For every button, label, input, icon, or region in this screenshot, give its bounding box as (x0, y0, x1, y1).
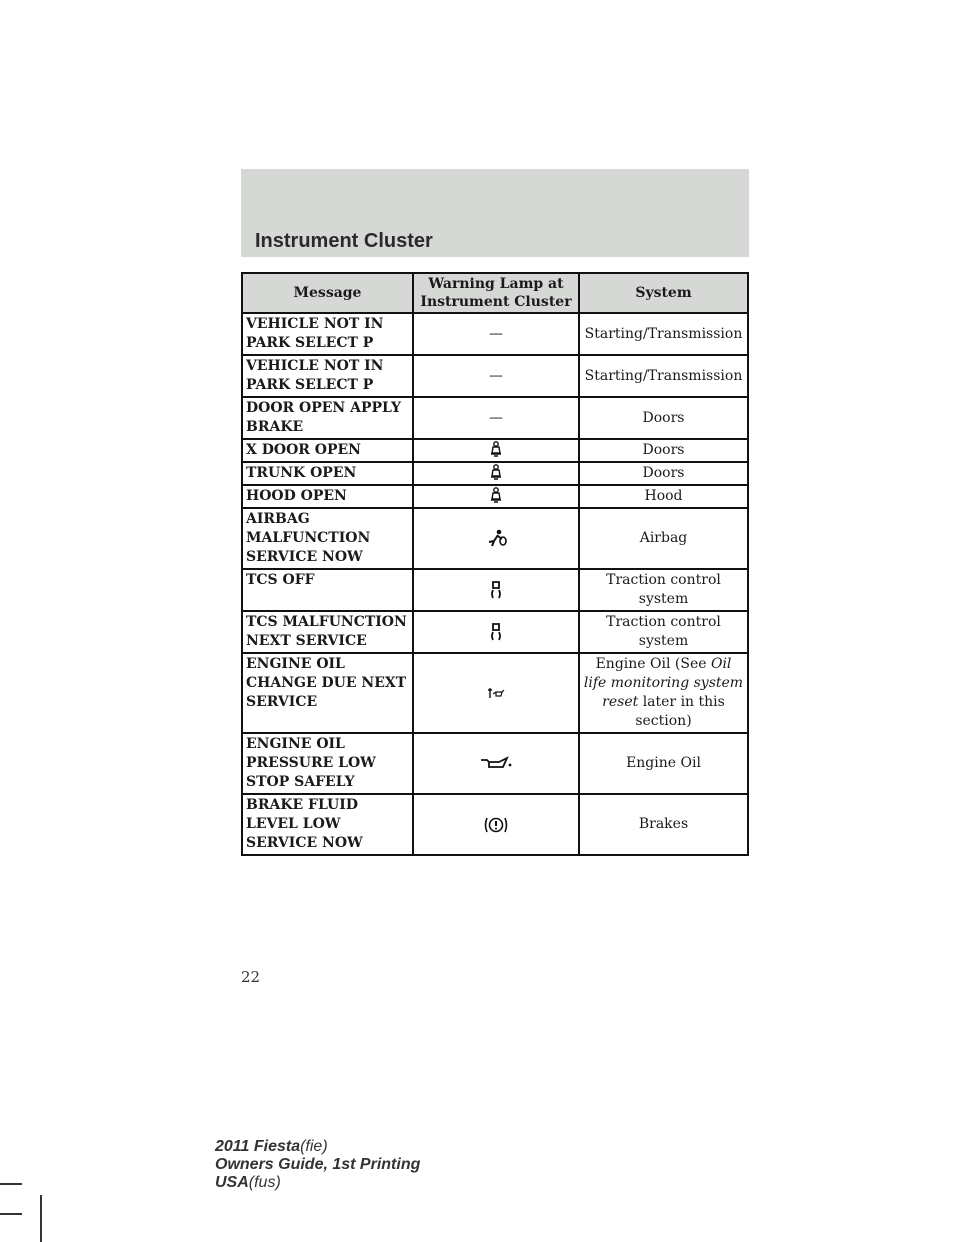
lamp-cell (413, 653, 579, 733)
table-row (242, 355, 748, 397)
message-table (241, 272, 749, 856)
system-cell: Traction control system (579, 569, 748, 611)
door-ajar-icon (489, 441, 503, 459)
system-text: later in this section) (635, 694, 725, 729)
message-cell: TRUNK OPEN (242, 462, 413, 485)
message-cell: AIRBAG MALFUNCTION SERVICE NOW (242, 508, 413, 569)
footer-market: USA (215, 1174, 249, 1191)
lamp-cell (413, 397, 579, 439)
system-cell: Hood (579, 485, 748, 508)
lamp-cell (413, 313, 579, 355)
message-cell: X DOOR OPEN (242, 439, 413, 462)
system-reference-text: Oil life monitoring system reset (583, 656, 744, 710)
system-cell: Doors (579, 439, 748, 462)
airbag-icon (485, 529, 507, 547)
column-header-message: Message (242, 273, 413, 313)
footer-model: 2011 Fiesta (215, 1138, 301, 1155)
no-lamp-dash: — (489, 409, 503, 426)
system-cell: Doors (579, 397, 748, 439)
lamp-cell (413, 569, 579, 611)
table-row (242, 313, 748, 355)
system-cell: Brakes (579, 794, 748, 855)
lamp-cell (413, 794, 579, 855)
system-cell: Traction control system (579, 611, 748, 653)
page-number: 22 (241, 968, 261, 986)
lamp-cell (413, 733, 579, 794)
system-cell: Starting/Transmission (579, 313, 748, 355)
crop-mark (40, 1195, 42, 1242)
message-cell: BRAKE FLUID LEVEL LOW SERVICE NOW (242, 794, 413, 855)
lamp-cell (413, 611, 579, 653)
system-cell: Engine Oil (579, 733, 748, 794)
document-footer (215, 1138, 420, 1192)
table-row (242, 611, 748, 653)
message-cell: TCS MALFUNCTION NEXT SERVICE (242, 611, 413, 653)
traction-control-icon (489, 580, 503, 600)
lamp-cell (413, 355, 579, 397)
oil-change-icon (487, 686, 505, 700)
table-row (242, 794, 748, 855)
message-cell: TCS OFF (242, 569, 413, 611)
lamp-cell (413, 508, 579, 569)
crop-mark (0, 1213, 22, 1215)
message-cell: HOOD OPEN (242, 485, 413, 508)
no-lamp-dash: — (489, 325, 503, 342)
oil-can-icon (479, 756, 513, 770)
column-header-warning-lamp: Warning Lamp at Instrument Cluster (413, 273, 579, 313)
lamp-cell (413, 439, 579, 462)
system-cell: Starting/Transmission (579, 355, 748, 397)
table-row (242, 485, 748, 508)
table-row (242, 462, 748, 485)
door-ajar-icon (489, 464, 503, 482)
crop-mark (0, 1183, 22, 1185)
traction-control-icon (489, 622, 503, 642)
column-header-system: System (579, 273, 748, 313)
footer-printing: Owners Guide, 1st Printing (215, 1156, 421, 1173)
lamp-cell (413, 485, 579, 508)
system-cell: Airbag (579, 508, 748, 569)
footer-model-code: (fie) (300, 1138, 328, 1155)
brake-warning-icon (483, 815, 509, 835)
system-cell: Doors (579, 462, 748, 485)
table-row (242, 733, 748, 794)
table-row (242, 508, 748, 569)
message-cell: ENGINE OIL CHANGE DUE NEXT SERVICE (242, 653, 413, 733)
message-cell: DOOR OPEN APPLY BRAKE (242, 397, 413, 439)
no-lamp-dash: — (489, 367, 503, 384)
lamp-cell (413, 462, 579, 485)
message-cell: ENGINE OIL PRESSURE LOW STOP SAFELY (242, 733, 413, 794)
message-cell: VEHICLE NOT IN PARK SELECT P (242, 355, 413, 397)
system-text: Engine Oil (See (595, 656, 707, 672)
table-row (242, 653, 748, 733)
table-row (242, 569, 748, 611)
section-title: Instrument Cluster (255, 230, 433, 252)
footer-market-code: (fus) (248, 1174, 281, 1191)
table-row (242, 439, 748, 462)
system-cell (579, 653, 748, 733)
section-header-band (241, 169, 749, 257)
table-header-row (242, 273, 748, 313)
message-cell: VEHICLE NOT IN PARK SELECT P (242, 313, 413, 355)
door-ajar-icon (489, 487, 503, 505)
table-row (242, 397, 748, 439)
